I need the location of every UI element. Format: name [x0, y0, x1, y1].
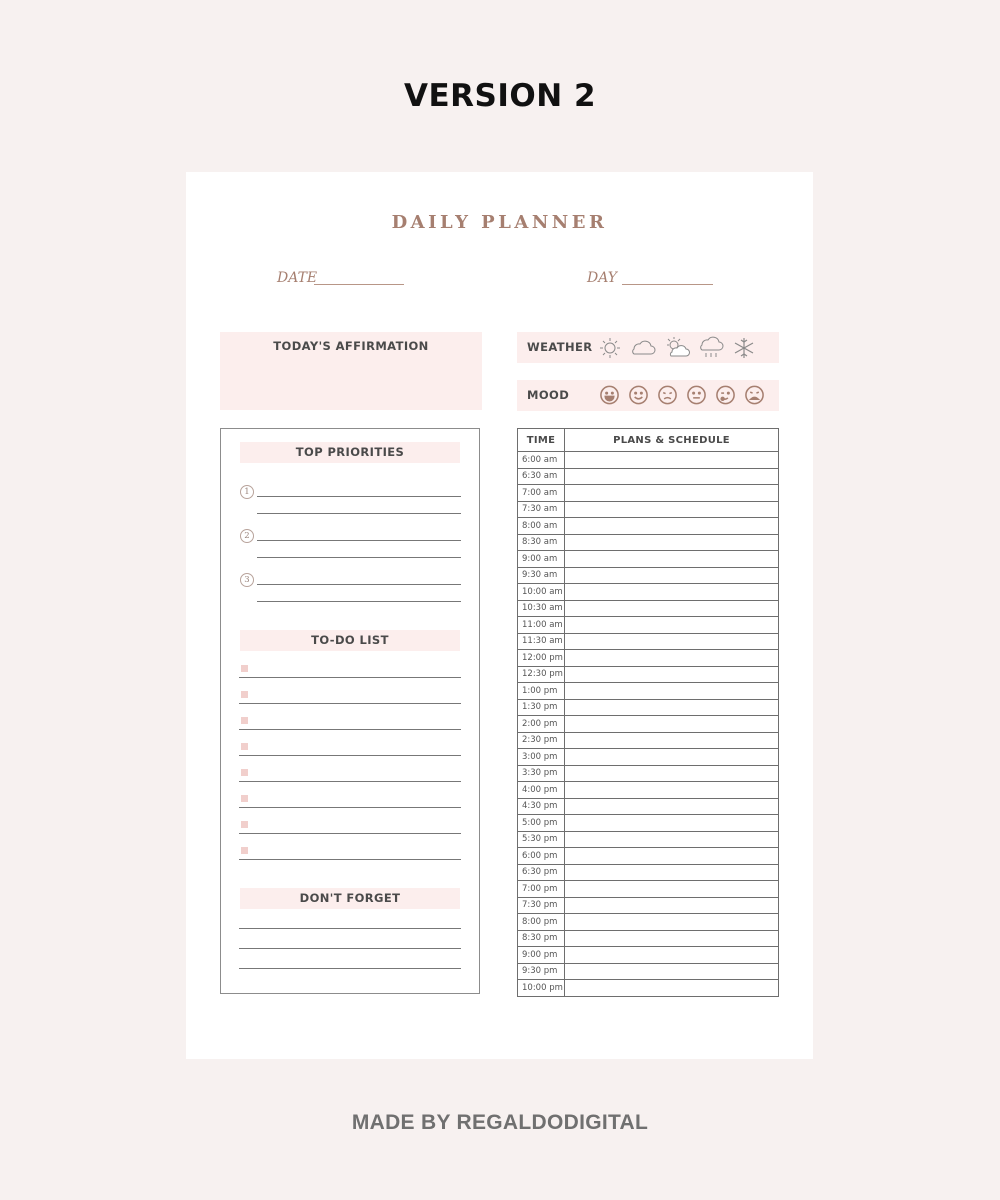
plan-cell[interactable] [565, 584, 779, 601]
plan-cell[interactable] [565, 765, 779, 782]
todo-checkbox[interactable] [241, 795, 248, 802]
schedule-row [518, 864, 779, 881]
plan-cell[interactable] [565, 897, 779, 914]
plan-cell[interactable] [565, 881, 779, 898]
schedule-row [518, 617, 779, 634]
rain-icon[interactable] [697, 335, 725, 361]
plan-cell[interactable] [565, 930, 779, 947]
time-slot: 6:00 pm [518, 848, 565, 865]
sun-icon[interactable] [597, 335, 623, 361]
date-label: DATE [277, 270, 318, 286]
plan-cell[interactable] [565, 749, 779, 766]
todo-checkbox[interactable] [241, 821, 248, 828]
neutral-face-icon[interactable] [686, 384, 707, 406]
todo-line[interactable] [239, 859, 461, 860]
plan-cell[interactable] [565, 980, 779, 997]
dont-forget-line[interactable] [239, 928, 461, 929]
priority-line[interactable] [257, 557, 461, 558]
schedule-row [518, 485, 779, 502]
schedule-table [517, 428, 779, 997]
plan-cell[interactable] [565, 963, 779, 980]
time-slot: 6:30 am [518, 468, 565, 485]
day-label: DAY [587, 270, 618, 286]
time-slot: 10:00 pm [518, 980, 565, 997]
schedule-row [518, 798, 779, 815]
time-slot: 7:30 pm [518, 897, 565, 914]
time-slot: 7:00 am [518, 485, 565, 502]
todo-checkbox[interactable] [241, 847, 248, 854]
dont-forget-heading: DON'T FORGET [240, 888, 460, 909]
todo-line[interactable] [239, 703, 461, 704]
schedule-row [518, 567, 779, 584]
schedule-row [518, 699, 779, 716]
weather-label: WEATHER [527, 340, 593, 354]
plan-cell[interactable] [565, 831, 779, 848]
schedule-row [518, 963, 779, 980]
schedule-row [518, 980, 779, 997]
upset-face-icon[interactable] [744, 384, 765, 406]
plan-cell[interactable] [565, 600, 779, 617]
schedule-row [518, 815, 779, 832]
plans-header: PLANS & SCHEDULE [565, 429, 779, 452]
footer-credit: MADE BY REGALDODIGITAL [351, 1111, 649, 1134]
affirmation-label: TODAY'S AFFIRMATION [273, 339, 429, 353]
time-slot: 11:00 am [518, 617, 565, 634]
schedule-row [518, 468, 779, 485]
time-slot: 9:00 pm [518, 947, 565, 964]
schedule-row [518, 584, 779, 601]
dont-forget-line[interactable] [239, 948, 461, 949]
schedule-row [518, 534, 779, 551]
mood-label: MOOD [527, 388, 570, 402]
schedule-row [518, 666, 779, 683]
grinning-face-icon[interactable] [599, 384, 620, 406]
schedule-row [518, 650, 779, 667]
page-heading: VERSION 2 [403, 78, 597, 114]
planner-title: DAILY PLANNER [391, 212, 608, 233]
schedule-row [518, 848, 779, 865]
time-slot: 2:30 pm [518, 732, 565, 749]
plan-cell[interactable] [565, 815, 779, 832]
plan-cell[interactable] [565, 650, 779, 667]
schedule-row [518, 501, 779, 518]
schedule-row [518, 914, 779, 931]
dont-forget-line[interactable] [239, 968, 461, 969]
schedule-row [518, 897, 779, 914]
plan-cell[interactable] [565, 864, 779, 881]
schedule-row [518, 452, 779, 469]
plan-cell[interactable] [565, 633, 779, 650]
time-slot: 7:30 am [518, 501, 565, 518]
time-slot: 3:00 pm [518, 749, 565, 766]
plan-cell[interactable] [565, 732, 779, 749]
time-slot: 4:30 pm [518, 798, 565, 815]
priority-line[interactable] [257, 540, 461, 541]
partly-cloudy-icon[interactable] [663, 335, 691, 361]
plan-cell[interactable] [565, 947, 779, 964]
time-slot: 12:30 pm [518, 666, 565, 683]
priority-number-1: 1 [240, 485, 254, 499]
smiling-face-icon[interactable] [628, 384, 649, 406]
time-slot: 7:00 pm [518, 881, 565, 898]
time-slot: 9:30 pm [518, 963, 565, 980]
cloud-icon[interactable] [629, 335, 657, 361]
schedule-row [518, 551, 779, 568]
time-slot: 10:30 am [518, 600, 565, 617]
mood-row [517, 380, 779, 411]
priorities-heading: TOP PRIORITIES [240, 442, 460, 463]
plan-cell[interactable] [565, 699, 779, 716]
schedule-row [518, 930, 779, 947]
day-line[interactable] [622, 284, 713, 285]
plan-cell[interactable] [565, 567, 779, 584]
plan-cell[interactable] [565, 468, 779, 485]
time-slot: 1:30 pm [518, 699, 565, 716]
planner-sheet [186, 172, 813, 1059]
schedule-row [518, 881, 779, 898]
plan-cell[interactable] [565, 683, 779, 700]
todo-line[interactable] [239, 807, 461, 808]
time-slot: 12:00 pm [518, 650, 565, 667]
time-slot: 6:30 pm [518, 864, 565, 881]
time-slot: 8:30 am [518, 534, 565, 551]
time-slot: 5:00 pm [518, 815, 565, 832]
schedule-row [518, 732, 779, 749]
schedule-row [518, 831, 779, 848]
priority-number-3: 3 [240, 573, 254, 587]
plan-cell[interactable] [565, 782, 779, 799]
time-slot: 2:00 pm [518, 716, 565, 733]
time-slot: 9:00 am [518, 551, 565, 568]
plan-cell[interactable] [565, 798, 779, 815]
time-slot: 11:30 am [518, 633, 565, 650]
time-slot: 8:30 pm [518, 930, 565, 947]
plan-cell[interactable] [565, 518, 779, 535]
priority-line[interactable] [257, 601, 461, 602]
priority-line[interactable] [257, 584, 461, 585]
todo-checkbox[interactable] [241, 665, 248, 672]
todo-checkbox[interactable] [241, 691, 248, 698]
time-slot: 5:30 pm [518, 831, 565, 848]
plan-cell[interactable] [565, 452, 779, 469]
todo-line[interactable] [239, 755, 461, 756]
plan-cell[interactable] [565, 617, 779, 634]
todo-line[interactable] [239, 833, 461, 834]
plan-cell[interactable] [565, 534, 779, 551]
priority-line[interactable] [257, 513, 461, 514]
schedule-row [518, 782, 779, 799]
plan-cell[interactable] [565, 666, 779, 683]
affirmation-box[interactable] [220, 332, 482, 410]
plan-cell[interactable] [565, 551, 779, 568]
sad-face-icon[interactable] [657, 384, 678, 406]
date-line[interactable] [314, 284, 404, 285]
plan-cell[interactable] [565, 914, 779, 931]
plan-cell[interactable] [565, 716, 779, 733]
todo-line[interactable] [239, 781, 461, 782]
schedule-row [518, 716, 779, 733]
weather-row [517, 332, 779, 363]
plan-cell[interactable] [565, 848, 779, 865]
plan-cell[interactable] [565, 501, 779, 518]
time-slot: 4:00 pm [518, 782, 565, 799]
todo-checkbox[interactable] [241, 743, 248, 750]
todo-line[interactable] [239, 677, 461, 678]
schedule-row [518, 600, 779, 617]
schedule-body [518, 452, 779, 997]
todo-heading: TO-DO LIST [240, 630, 460, 651]
time-slot: 9:30 am [518, 567, 565, 584]
schedule-row [518, 765, 779, 782]
priority-number-2: 2 [240, 529, 254, 543]
todo-line[interactable] [239, 729, 461, 730]
priority-line[interactable] [257, 496, 461, 497]
schedule-row [518, 947, 779, 964]
time-slot: 1:00 pm [518, 683, 565, 700]
schedule-row [518, 633, 779, 650]
time-slot: 6:00 am [518, 452, 565, 469]
todo-checkbox[interactable] [241, 769, 248, 776]
time-slot: 8:00 am [518, 518, 565, 535]
schedule-row [518, 518, 779, 535]
snowflake-icon[interactable] [731, 335, 757, 361]
time-slot: 8:00 pm [518, 914, 565, 931]
plan-cell[interactable] [565, 485, 779, 502]
time-header: TIME [518, 429, 565, 452]
time-slot: 10:00 am [518, 584, 565, 601]
schedule-row [518, 683, 779, 700]
schedule-row [518, 749, 779, 766]
winking-face-icon[interactable] [715, 384, 736, 406]
todo-checkbox[interactable] [241, 717, 248, 724]
time-slot: 3:30 pm [518, 765, 565, 782]
